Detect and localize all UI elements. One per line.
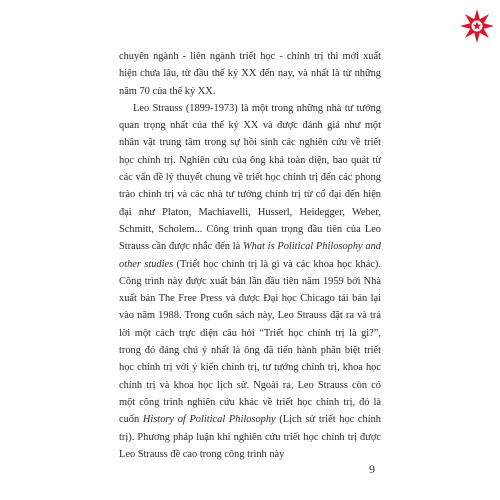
red-star-flower-icon (457, 6, 497, 46)
paragraph-2-text-b: (Triết học chính trị là gì và các khoa học khác). Công trình này được xuất bản lần đầu tiên năm 1959 bởi Nhà xuất bản The Free Press và được Đại học Chicago tái bản lại vào năm 1988. Trong cuốn sách này, Leo Strauss đặt ra và trả lời một cách trực diện câu hỏi “Triết học chính trị là gì?”, trong đó đáng chú ý nhất là ông đã tiến hành phân biệt triết học chính trị với ý kiến chính trị, tư tưởng chính trị, khoa học chính trị và khoa học lịch sử. Ngoài ra, Leo Strauss còn có một công trình nghiên cứu khác về triết học chính trị, đó là cuốn (119, 258, 381, 426)
paragraph-2 (119, 100, 381, 463)
paragraph-1 (119, 48, 381, 100)
paragraph-1-text: chuyên ngành - liên ngành triết học - chính trị thì mới xuất hiện chưa lâu, từ đầu thế kỷ XX đến nay, và nhất là từ những năm 70 của thế kỷ XX. (119, 51, 381, 97)
page-number: 9 (369, 462, 375, 476)
book-title-what-is-political-philosophy: What is Political Philosophy and other studies (119, 241, 381, 270)
body-text (119, 48, 381, 463)
book-title-history-of-political-philosophy: History of Political Philosophy (142, 414, 276, 426)
paragraph-2-text-c: (Lịch sử triết học chính trị). Phương pháp luận khi nghiên cứu triết học chính trị được Leo Strauss đề cao trong công trình này (119, 414, 381, 460)
paragraph-2-text-a: Leo Strauss (1899-1973) là một trong những nhà tư tưởng quan trọng nhất của thế kỷ XX và được đánh giá như một nhân vật trung tâm trong sự hồi sinh các nghiên cứu về triết học chính trị. Nghiên cứu của ông khá toàn diện, bao quát từ các vấn đề lý thuyết chung về triết học chính trị đến các phong trào chính trị và các nhà tư tưởng chính trị từ cổ đại đến hiện đại như Platon, Machiavelli, Husserl, Heidegger, Weber, Schmitt, Scholem... Công trình quan trọng đầu tiên của Leo Strauss cần được nhắc đến là (119, 102, 381, 253)
